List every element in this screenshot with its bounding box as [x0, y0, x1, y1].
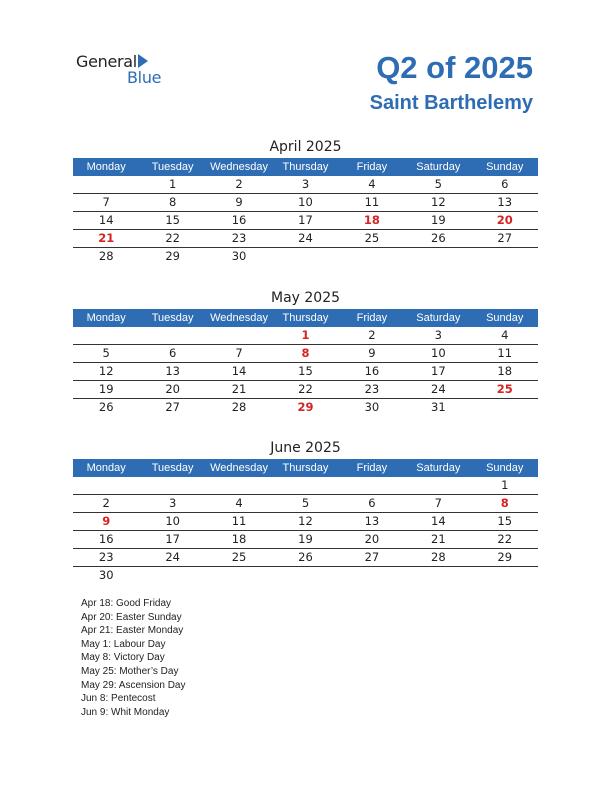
day-cell: 22	[298, 382, 313, 396]
day-cell: 25	[496, 382, 513, 396]
week-row	[73, 495, 538, 513]
day-cell: 2	[235, 177, 243, 191]
empty-day-cell	[73, 327, 139, 344]
day-cell: 22	[165, 231, 180, 245]
empty-day-cell	[472, 399, 538, 416]
day-cell: 18	[231, 532, 247, 546]
day-cell: 27	[165, 400, 180, 414]
day-cell: 17	[431, 364, 446, 378]
day-cell: 23	[98, 550, 114, 564]
day-cell: 17	[298, 213, 313, 227]
empty-day-cell	[472, 567, 538, 584]
weekday-header-row	[73, 309, 538, 327]
day-cell: 1	[501, 478, 509, 492]
day-cell: 20	[165, 382, 180, 396]
week-row	[73, 567, 538, 584]
holiday-item: May 29: Ascension Day	[81, 679, 186, 691]
weekday-header-friday: Friday	[356, 462, 388, 474]
week-row	[73, 327, 538, 345]
day-cell: 6	[168, 346, 177, 360]
day-cell: 29	[497, 550, 513, 564]
day-cell: 20	[496, 213, 513, 227]
empty-day-cell	[472, 248, 538, 265]
day-cell: 9	[102, 514, 111, 528]
empty-day-cell	[339, 248, 405, 265]
day-cell: 9	[368, 346, 376, 360]
day-cell: 19	[298, 532, 313, 546]
day-cell: 3	[168, 496, 177, 510]
empty-day-cell	[405, 477, 471, 494]
weekday-header-friday: Friday	[356, 161, 388, 173]
day-cell: 4	[235, 496, 243, 510]
logo-general-text: General	[76, 52, 137, 71]
day-cell: 30	[364, 400, 380, 414]
empty-day-cell	[139, 477, 205, 494]
day-cell: 12	[98, 364, 114, 378]
day-cell: 6	[501, 177, 509, 191]
day-cell: 8	[301, 346, 310, 360]
day-cell: 24	[165, 550, 180, 564]
day-cell: 12	[431, 195, 446, 209]
month-june	[73, 437, 538, 584]
weekday-header-saturday: Saturday	[416, 161, 461, 173]
logo-flag-icon	[138, 54, 148, 68]
day-cell: 14	[231, 364, 247, 378]
day-cell: 23	[231, 231, 247, 245]
day-cell: 16	[364, 364, 380, 378]
day-cell: 10	[165, 514, 180, 528]
day-cell: 8	[168, 195, 177, 209]
day-cell: 5	[301, 496, 310, 510]
empty-day-cell	[339, 477, 405, 494]
empty-day-cell	[339, 567, 405, 584]
week-row	[73, 477, 538, 495]
day-cell: 12	[298, 514, 313, 528]
day-cell: 2	[102, 496, 110, 510]
day-cell: 9	[235, 195, 243, 209]
weekday-header-sunday: Sunday	[486, 161, 524, 173]
week-row	[73, 399, 538, 416]
day-cell: 15	[165, 213, 180, 227]
week-row	[73, 248, 538, 265]
day-cell: 26	[431, 231, 446, 245]
day-cell: 6	[368, 496, 376, 510]
logo-blue-text: Blue	[127, 68, 162, 87]
weekday-header-tuesday: Tuesday	[151, 312, 194, 324]
holiday-item: Jun 8: Pentecost	[81, 693, 156, 705]
week-row	[73, 212, 538, 230]
day-cell: 14	[431, 514, 446, 528]
weekday-header-friday: Friday	[356, 312, 388, 324]
day-cell: 11	[231, 514, 247, 528]
day-cell: 15	[298, 364, 313, 378]
page-subtitle: Saint Barthelemy	[369, 92, 533, 114]
day-cell: 5	[434, 177, 442, 191]
weekday-header-saturday: Saturday	[416, 312, 461, 324]
day-cell: 13	[364, 514, 380, 528]
week-row	[73, 363, 538, 381]
holiday-item: May 1: Labour Day	[81, 638, 166, 650]
day-cell: 1	[168, 177, 177, 191]
day-cell: 29	[165, 249, 180, 263]
day-cell: 11	[497, 346, 513, 360]
day-cell: 24	[298, 231, 313, 245]
day-cell: 30	[98, 568, 114, 582]
weekday-header-tuesday: Tuesday	[151, 161, 194, 173]
day-cell: 2	[368, 328, 376, 342]
weekday-header-monday: Monday	[86, 161, 126, 173]
day-cell: 27	[364, 550, 380, 564]
empty-day-cell	[139, 327, 205, 344]
month-title: June 2025	[270, 440, 341, 456]
day-cell: 1	[301, 328, 310, 342]
day-cell: 18	[363, 213, 380, 227]
day-cell: 17	[165, 532, 180, 546]
day-cell: 28	[431, 550, 446, 564]
week-row	[73, 176, 538, 194]
weekday-header-monday: Monday	[86, 312, 126, 324]
week-row	[73, 345, 538, 363]
weekday-header-wednesday: Wednesday	[210, 161, 268, 173]
day-cell: 13	[165, 364, 180, 378]
day-cell: 25	[231, 550, 247, 564]
day-cell: 8	[500, 496, 509, 510]
day-cell: 11	[364, 195, 380, 209]
day-cell: 10	[298, 195, 313, 209]
day-cell: 27	[497, 231, 513, 245]
day-cell: 29	[297, 400, 314, 414]
day-cell: 28	[98, 249, 114, 263]
day-cell: 22	[497, 532, 513, 546]
day-cell: 25	[364, 231, 380, 245]
day-cell: 24	[431, 382, 446, 396]
month-title: May 2025	[270, 290, 341, 306]
day-cell: 19	[431, 213, 446, 227]
day-cell: 21	[231, 382, 247, 396]
weekday-header-monday: Monday	[86, 462, 126, 474]
empty-day-cell	[139, 567, 205, 584]
empty-day-cell	[405, 248, 471, 265]
holiday-item: Apr 20: Easter Sunday	[81, 611, 182, 623]
day-cell: 18	[497, 364, 513, 378]
day-cell: 26	[98, 400, 114, 414]
day-cell: 3	[301, 177, 310, 191]
weekday-header-thursday: Thursday	[282, 462, 329, 474]
week-row	[73, 230, 538, 248]
day-cell: 19	[98, 382, 114, 396]
week-row	[73, 531, 538, 549]
day-cell: 10	[431, 346, 446, 360]
day-cell: 26	[298, 550, 313, 564]
holiday-item: May 8: Victory Day	[81, 652, 165, 664]
day-cell: 5	[102, 346, 110, 360]
weekday-header-wednesday: Wednesday	[210, 462, 268, 474]
day-cell: 31	[431, 400, 446, 414]
weekday-header-wednesday: Wednesday	[210, 312, 268, 324]
day-cell: 4	[501, 328, 509, 342]
weekday-header-tuesday: Tuesday	[151, 462, 194, 474]
empty-day-cell	[73, 477, 139, 494]
week-row	[73, 381, 538, 399]
page-title: Q2 of 2025	[376, 50, 533, 85]
day-cell: 7	[235, 346, 243, 360]
day-cell: 23	[364, 382, 380, 396]
day-cell: 13	[497, 195, 513, 209]
weekday-header-thursday: Thursday	[282, 161, 329, 173]
weekday-header-sunday: Sunday	[486, 462, 524, 474]
day-cell: 3	[434, 328, 442, 342]
day-cell: 16	[98, 532, 114, 546]
holiday-item: Jun 9: Whit Monday	[81, 706, 170, 718]
day-cell: 30	[231, 249, 247, 263]
holiday-list	[81, 597, 186, 719]
empty-day-cell	[272, 477, 338, 494]
week-row	[73, 549, 538, 567]
weekday-header-saturday: Saturday	[416, 462, 461, 474]
empty-day-cell	[206, 327, 272, 344]
holiday-item: Apr 21: Easter Monday	[81, 625, 184, 637]
day-cell: 7	[102, 195, 110, 209]
week-row	[73, 194, 538, 212]
week-row	[73, 513, 538, 531]
weekday-header-row	[73, 459, 538, 477]
empty-day-cell	[272, 248, 338, 265]
day-cell: 28	[231, 400, 247, 414]
day-cell: 15	[497, 514, 513, 528]
month-may	[73, 287, 538, 416]
empty-day-cell	[405, 567, 471, 584]
weekday-header-row	[73, 158, 538, 176]
day-cell: 14	[98, 213, 114, 227]
empty-day-cell	[272, 567, 338, 584]
day-cell: 4	[368, 177, 376, 191]
weekday-header-sunday: Sunday	[486, 312, 524, 324]
empty-day-cell	[206, 567, 272, 584]
day-cell: 7	[434, 496, 442, 510]
day-cell: 21	[431, 532, 446, 546]
day-cell: 20	[364, 532, 380, 546]
day-cell: 16	[231, 213, 247, 227]
empty-day-cell	[206, 477, 272, 494]
holiday-item: Apr 18: Good Friday	[81, 598, 172, 609]
holiday-item: May 25: Mother’s Day	[81, 665, 179, 677]
day-cell: 21	[98, 231, 115, 245]
month-april	[73, 136, 538, 265]
weekday-header-thursday: Thursday	[282, 312, 329, 324]
empty-day-cell	[73, 176, 139, 193]
month-title: April 2025	[269, 139, 342, 155]
